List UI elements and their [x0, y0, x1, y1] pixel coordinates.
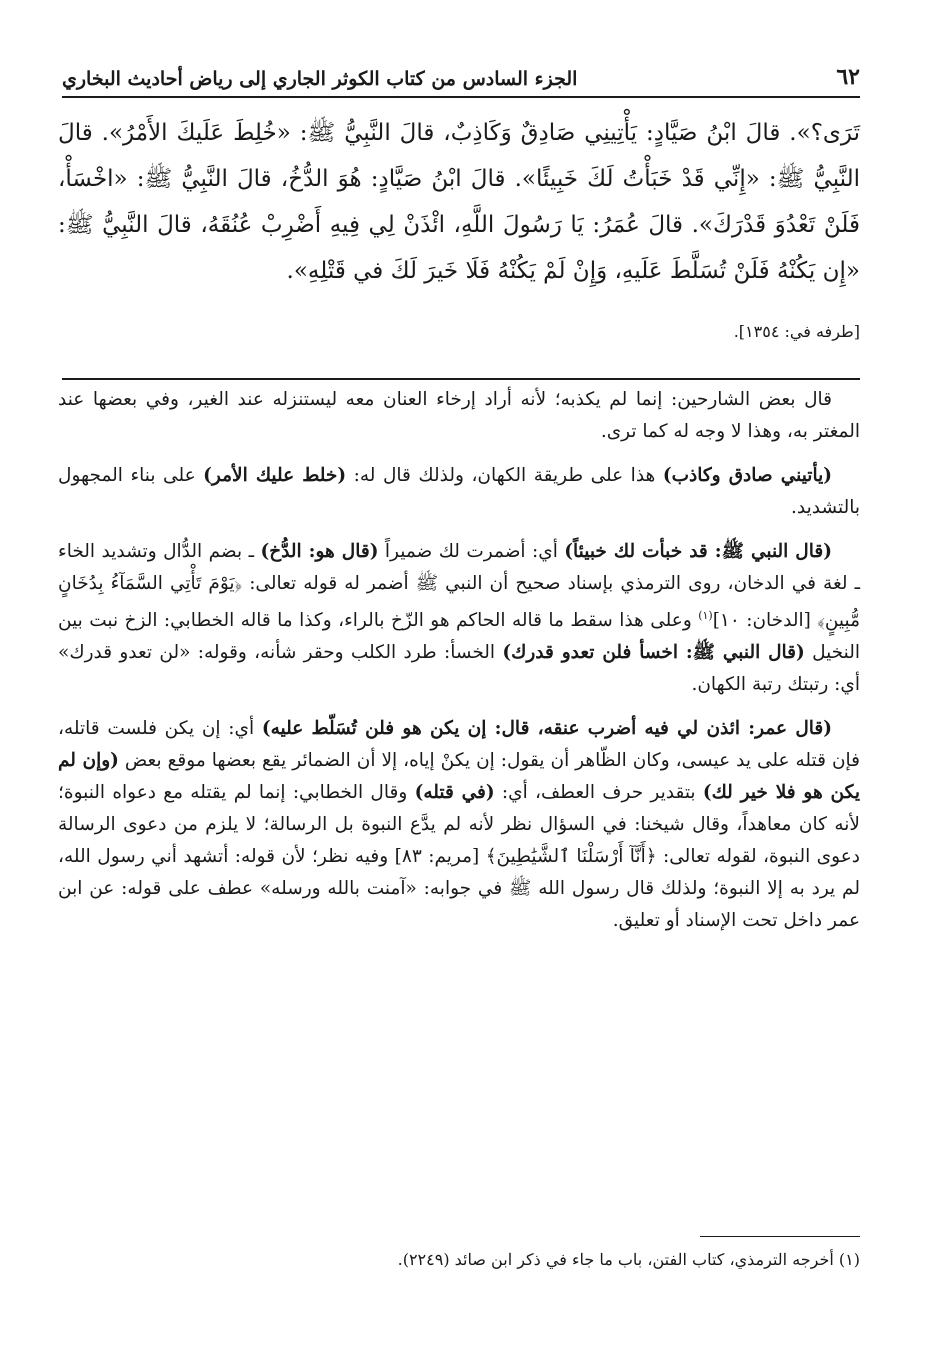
- text-run: الخسأ: طرد الكلب وحقر شأنه، وقوله: «لن تعدو قدرك» أي: رتبتك رتبة الكهان.: [58, 642, 860, 696]
- text-run: وعلى هذا سقط ما قاله الحاكم هو الزّخ بالراء، وكذا ما قاله الخطابي: الزخ نبت بين النخيل: [58, 610, 860, 664]
- bold-quote: (في قتله): [414, 782, 495, 804]
- text-run: أي: إن يكن فلست قاتله، فإن قتله على يد عيسى، وكان الظّاهر أن يقول: إن يكنْ إياه، إلا أن الضمائر يقع بعضها موقع بعض: [58, 718, 861, 772]
- commentary-paragraph-2: [58, 460, 860, 524]
- footnote: (١) أخرجه الترمذي، كتاب الفتن، باب ما جاء في ذكر ابن صائد (٢٢٤٩).: [397, 1250, 860, 1269]
- text-run: أي: أضمرت لك ضميراً: [378, 541, 565, 562]
- commentary-paragraph-1: قال بعض الشارحين: إنما لم يكذبه؛ لأنه أراد إرخاء العنان معه ليستنزله عند الغير، وفي بعضها عند المغتر به، وهذا لا وجه له كما ترى.: [58, 389, 860, 442]
- bold-quote: (يأتيني صادق وكاذب): [662, 465, 832, 486]
- bold-quote: (قال النبي ﷺ: اخسأ فلن تعدو قدرك): [502, 642, 805, 664]
- text-run: هذا على طريقة الكهان، ولذلك قال له:: [346, 465, 663, 486]
- text-run: على بناء المجهول بالتشديد.: [58, 465, 860, 518]
- bold-quote: (قال النبي ﷺ: قد خبأت لك خبيئاً): [564, 541, 832, 562]
- page-number: ٦٢: [836, 64, 860, 90]
- commentary-paragraph-3: [58, 536, 860, 701]
- running-header: [62, 54, 860, 98]
- bold-quote: (خلط عليك الأمر): [203, 465, 347, 486]
- commentary-paragraph-4: [58, 713, 860, 937]
- bold-quote: (وإن لم يكن هو فلا خير لك): [58, 750, 861, 804]
- text-run: بتقدير حرف العطف، أي:: [494, 782, 703, 804]
- bold-quote: (قال عمر: ائذن لي فيه أضرب عنقه، قال: إن يكن هو فلن تُسَلّط عليه): [261, 718, 832, 740]
- text-run: وقال الخطابي: إنما لم يقتله مع دعواه النبوة؛ لأنه كان معاهداً، وقال شيخنا: في السؤال نظر لأنه لم يدَّع النبوة بل الرسالة؛ لا يلزم من دعوى الرسالة دعوى النبوة، لقوله تعالى: ﴿أَنَّآ أَرْسَلْنَا ٱلشَّيَٰطِينَ﴾ [مريم: ٨٣] وفيه نظر؛ لأن قوله: أتشهد أني رسول الله، لم يرد به إلا النبوة؛ ولذلك قال رسول الله ﷺ في جوابه: «آمنت بالله ورسله» عطف على قوله: عن ابن عمر داخل تحت الإسناد أو تعليق.: [58, 782, 860, 932]
- running-title: الجزء السادس من كتاب الكوثر الجاري إلى رياض أحاديث البخاري: [62, 68, 578, 90]
- hadith-paragraph: تَرَى؟». قالَ ابْنُ صَيَّادٍ: يَأْتِينِي صَادِقٌ وَكَاذِبٌ، قالَ النَّبِيُّ ﷺ: «خُلِطَ عَلَيكَ الأَمْرُ». قالَ النَّبِيُّ ﷺ: «إِنِّي قَدْ خَبَأْتُ لَكَ خَبِيئًا». قالَ ابْنُ صَيَّادٍ: هُوَ الدُّخُ، قالَ النَّبِيُّ ﷺ: «اخْسَأْ، فَلَنْ تَعْدُوَ قَدْرَكَ». قالَ عُمَرُ: يَا رَسُولَ اللَّهِ، ائْذَنْ لِي فِيهِ أَضْرِبْ عُنُقَهُ، قالَ النَّبِيُّ ﷺ: «إِن يَكُنْهُ فَلَنْ تُسَلَّطَ عَلَيهِ، وَإِنْ لَمْ يَكُنْهُ فَلَا خَيرَ لَكَ في قَتْلِهِ».: [58, 120, 860, 284]
- footnote-divider: [700, 1236, 860, 1237]
- hadith-text: [58, 110, 860, 294]
- commentary: [58, 384, 860, 949]
- footnote-marker[interactable]: (١): [698, 609, 713, 622]
- text-run: ـ بضم الدُّال وتشديد الخاء ـ لغة في الدخان، روى الترمذي بإسناد صحيح أن النبي ﷺ أضمر له قوله تعالى: ﴿يَوْمَ تَأْتِي السَّمَآءُ بِدُخَانٍ مُّبِينٍ﴾ [الدخان: ١٠]: [58, 541, 861, 632]
- hadith-reference: [طرفه في: ١٣٥٤].: [733, 322, 860, 341]
- bold-quote: (قال هو: الدُّخ): [260, 541, 379, 562]
- section-divider: [62, 378, 860, 380]
